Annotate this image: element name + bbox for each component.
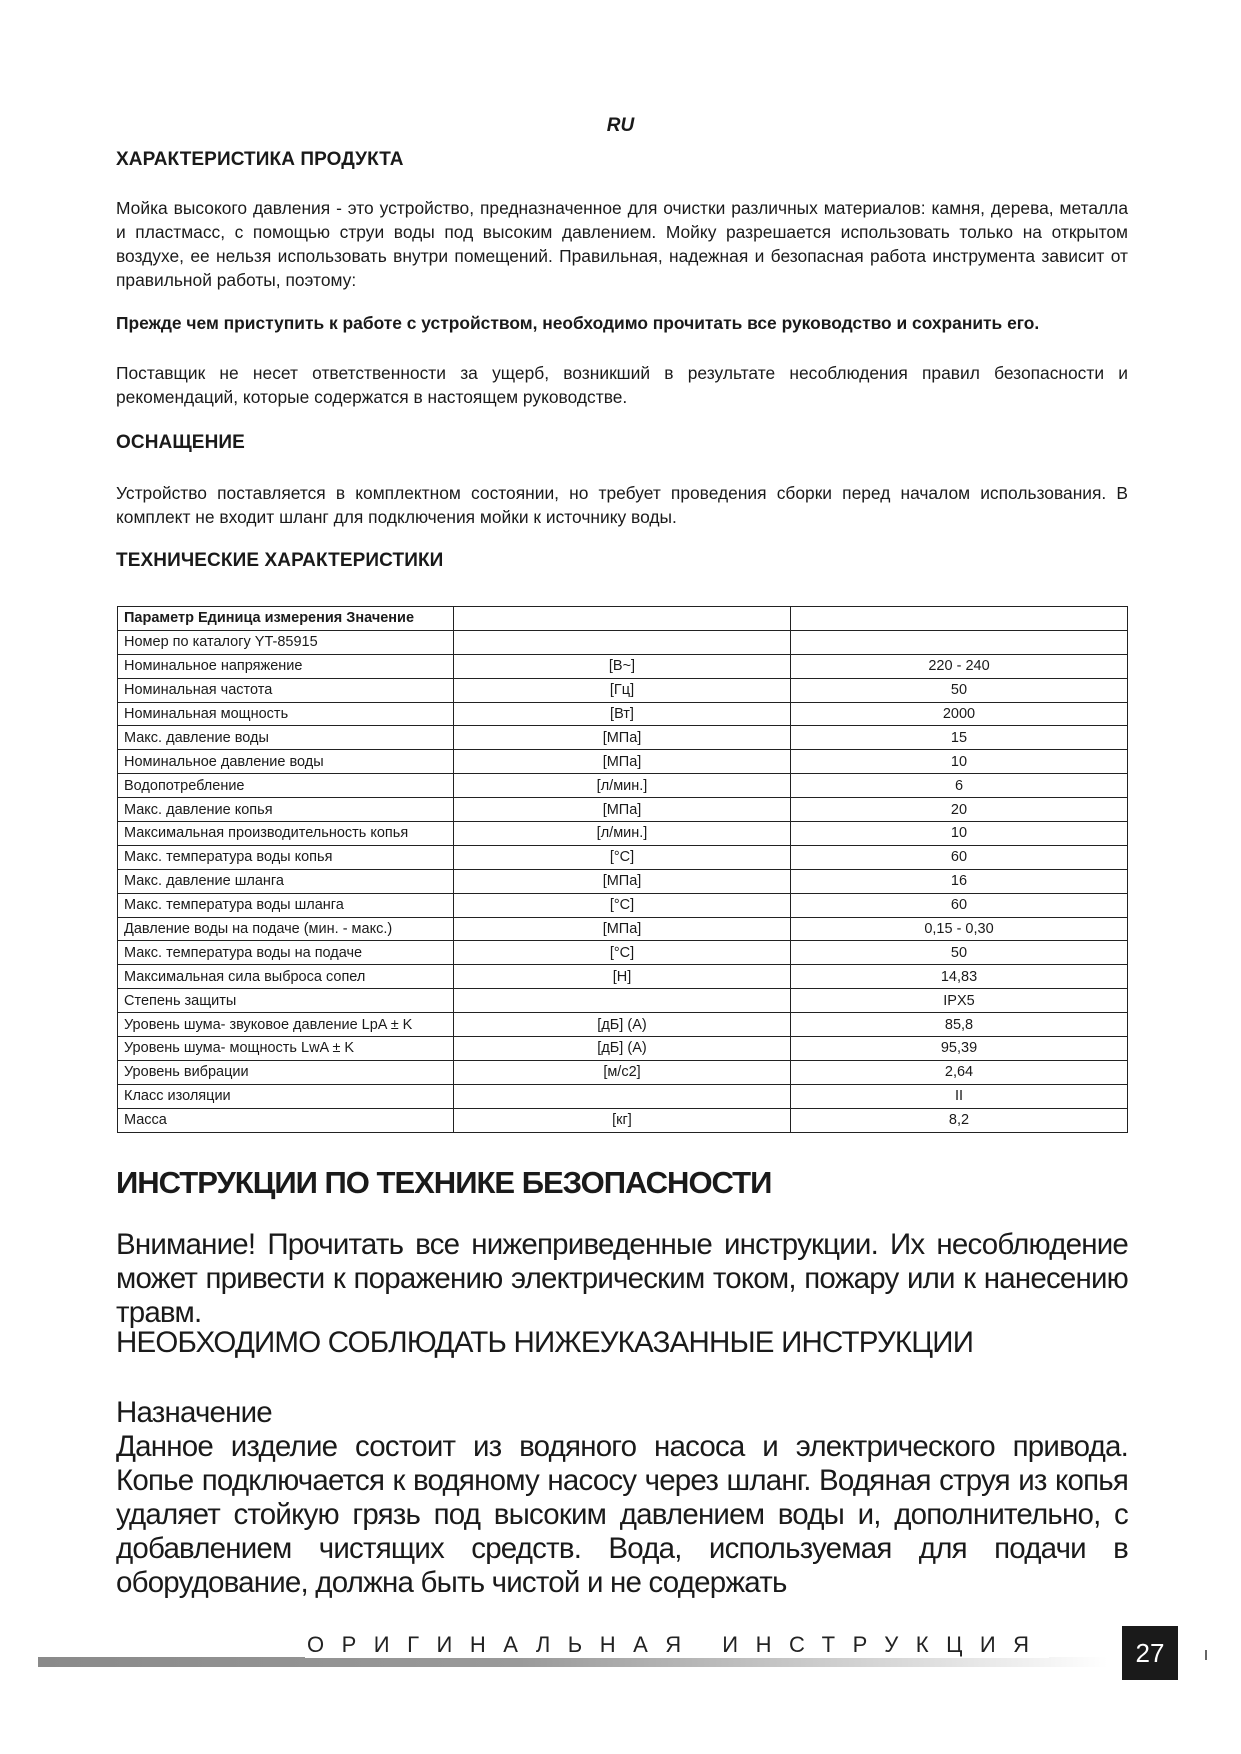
unit-cell: [МПа]	[454, 726, 791, 750]
table-row	[118, 845, 1128, 869]
warning-read-manual: Прежде чем приступить к работе с устройством, необходимо прочитать все руководство и сохранить его.	[116, 313, 1040, 333]
unit-cell: [МПа]	[454, 869, 791, 893]
table-row	[118, 869, 1128, 893]
param-cell: Класс изоляции	[118, 1084, 454, 1108]
purpose-heading: Назначение	[116, 1396, 272, 1429]
must-follow-heading: НЕОБХОДИМО СОБЛЮДАТЬ НИЖЕУКАЗАННЫЕ ИНСТРУКЦИИ	[116, 1326, 974, 1359]
page-edge-tick	[1205, 1650, 1207, 1660]
unit-cell: [Гц]	[454, 678, 791, 702]
param-cell: Уровень шума- мощность LwA ± K	[118, 1037, 454, 1061]
product-heading: ХАРАКТЕРИСТИКА ПРОДУКТА	[116, 149, 404, 170]
header-cell	[454, 607, 791, 631]
param-cell: Макс. давление копья	[118, 798, 454, 822]
value-cell: 16	[791, 869, 1128, 893]
unit-cell: [Вт]	[454, 702, 791, 726]
unit-cell: [кг]	[454, 1108, 791, 1132]
unit-cell: [°C]	[454, 845, 791, 869]
value-cell: 95,39	[791, 1037, 1128, 1061]
table-row	[118, 917, 1128, 941]
unit-cell: [Н]	[454, 965, 791, 989]
unit-cell: [°C]	[454, 941, 791, 965]
param-cell: Уровень шума- звуковое давление LpA ± K	[118, 1013, 454, 1037]
param-cell: Масса	[118, 1108, 454, 1132]
unit-cell	[454, 630, 791, 654]
unit-cell: [В~]	[454, 654, 791, 678]
unit-cell: [МПа]	[454, 917, 791, 941]
table-row	[118, 822, 1128, 846]
param-cell: Максимальная сила выброса сопел	[118, 965, 454, 989]
value-cell: 2,64	[791, 1060, 1128, 1084]
param-cell: Номинальная частота	[118, 678, 454, 702]
param-cell: Номинальное напряжение	[118, 654, 454, 678]
table-row	[118, 774, 1128, 798]
value-cell: 14,83	[791, 965, 1128, 989]
param-cell: Уровень вибрации	[118, 1060, 454, 1084]
liability-paragraph: Поставщик не несет ответственности за ущерб, возникший в результате несоблюдения правил безопасности и рекомендаций, которые содержатся в настоящем руководстве.	[116, 363, 1128, 407]
value-cell: 20	[791, 798, 1128, 822]
value-cell: 2000	[791, 702, 1128, 726]
value-cell: 6	[791, 774, 1128, 798]
value-cell: 15	[791, 726, 1128, 750]
param-cell: Номер по каталогу YT-85915	[118, 630, 454, 654]
unit-cell: [л/мин.]	[454, 774, 791, 798]
table-row	[118, 654, 1128, 678]
unit-cell: [дБ] (А)	[454, 1013, 791, 1037]
value-cell: 8,2	[791, 1108, 1128, 1132]
table-row	[118, 702, 1128, 726]
unit-cell: [м/с2]	[454, 1060, 791, 1084]
param-cell: Макс. давление воды	[118, 726, 454, 750]
table-row	[118, 798, 1128, 822]
table-row	[118, 750, 1128, 774]
value-cell: 10	[791, 750, 1128, 774]
unit-cell: [°C]	[454, 893, 791, 917]
value-cell: 60	[791, 893, 1128, 917]
table-row	[118, 989, 1128, 1013]
table-row	[118, 1084, 1128, 1108]
unit-cell	[454, 1084, 791, 1108]
page-number: 27	[1122, 1626, 1178, 1680]
param-cell: Номинальное давление воды	[118, 750, 454, 774]
param-cell: Макс. давление шланга	[118, 869, 454, 893]
equipment-paragraph: Устройство поставляется в комплектном состоянии, но требует проведения сборки перед началом использования. В комплект не входит шланг для подключения мойки к источнику воды.	[116, 483, 1128, 527]
unit-cell: [МПа]	[454, 750, 791, 774]
param-cell: Водопотребление	[118, 774, 454, 798]
param-cell: Давление воды на подаче (мин. - макс.)	[118, 917, 454, 941]
equipment-heading: ОСНАЩЕНИЕ	[116, 432, 245, 453]
value-cell: IPX5	[791, 989, 1128, 1013]
value-cell: 10	[791, 822, 1128, 846]
header-cell	[791, 607, 1128, 631]
purpose-paragraph: Данное изделие состоит из водяного насоса и электрического привода. Копье подключается к водяному насосу через шланг. Водяная струя из копья удаляет стойкую грязь под высоким давлением воды и, дополнительно, с добавлением чистящих средств. Вода, используемая для подачи в оборудование, должна быть чистой и не содержать	[116, 1430, 1128, 1599]
table-row	[118, 1060, 1128, 1084]
unit-cell: [дБ] (А)	[454, 1037, 791, 1061]
param-cell: Максимальная производительность копья	[118, 822, 454, 846]
param-cell: Степень защиты	[118, 989, 454, 1013]
param-cell: Макс. температура воды на подаче	[118, 941, 454, 965]
table-row	[118, 965, 1128, 989]
value-cell: 60	[791, 845, 1128, 869]
specs-table-header	[118, 607, 1128, 631]
value-cell: 50	[791, 678, 1128, 702]
value-cell: 0,15 - 0,30	[791, 917, 1128, 941]
product-paragraph: Мойка высокого давления - это устройство, предназначенное для очистки различных материалов: камня, дерева, металла и пластмасс, с помощью струи воды под высоким давлением. Мойку разрешается использовать только на открытом воздухе, ее нельзя использовать внутри помещений. Правильная, надежная и безопасная работа инструмента зависит от правильной работы, поэтому:	[116, 198, 1128, 290]
value-cell	[791, 630, 1128, 654]
value-cell: 220 - 240	[791, 654, 1128, 678]
unit-cell: [л/мин.]	[454, 822, 791, 846]
value-cell: II	[791, 1084, 1128, 1108]
table-row	[118, 1013, 1128, 1037]
table-row	[118, 630, 1128, 654]
safety-heading: ИНСТРУКЦИИ ПО ТЕХНИКЕ БЕЗОПАСНОСТИ	[116, 1165, 772, 1200]
param-cell: Макс. температура воды копья	[118, 845, 454, 869]
attention-paragraph: Внимание! Прочитать все нижеприведенные инструкции. Их несоблюдение может привести к поражению электрическим током, пожару или к нанесению травм.	[116, 1228, 1128, 1329]
header-cell: Параметр Единица измерения Значение	[118, 607, 454, 631]
unit-cell	[454, 989, 791, 1013]
table-row	[118, 941, 1128, 965]
unit-cell: [МПа]	[454, 798, 791, 822]
footer-original-instruction: ОРИГИНАЛЬНАЯ ИНСТРУКЦИЯ	[307, 1632, 1047, 1657]
param-cell: Номинальная мощность	[118, 702, 454, 726]
table-row	[118, 1108, 1128, 1132]
table-row	[118, 726, 1128, 750]
footer-gradient-bar	[38, 1657, 1108, 1667]
table-row	[118, 1037, 1128, 1061]
language-label: RU	[606, 115, 635, 136]
table-row	[118, 678, 1128, 702]
table-row	[118, 893, 1128, 917]
value-cell: 50	[791, 941, 1128, 965]
specs-table	[117, 606, 1128, 1133]
param-cell: Макс. температура воды шланга	[118, 893, 454, 917]
specs-heading: ТЕХНИЧЕСКИЕ ХАРАКТЕРИСТИКИ	[116, 550, 444, 571]
value-cell: 85,8	[791, 1013, 1128, 1037]
